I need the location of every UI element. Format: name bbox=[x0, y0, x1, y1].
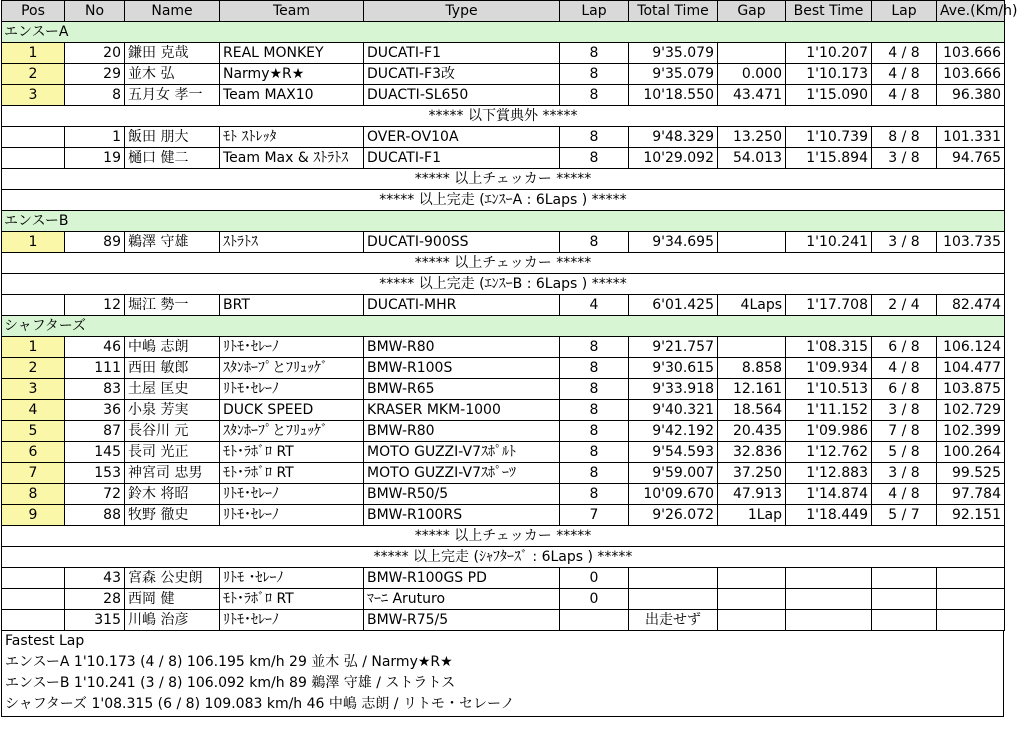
ave-cell bbox=[937, 589, 1005, 610]
gap-cell: 8.858 bbox=[718, 358, 786, 379]
table-row bbox=[2, 337, 1005, 358]
ave-cell: 104.477 bbox=[937, 358, 1005, 379]
lap-cell: 8 bbox=[560, 64, 629, 85]
best-lap-cell: 4 / 8 bbox=[872, 64, 937, 85]
pos-cell: 8 bbox=[2, 484, 65, 505]
type-cell: MOTO GUZZI-V7ｽﾎﾟｰﾂ bbox=[364, 463, 560, 484]
col-ave-header: Ave.(Km/h) bbox=[937, 1, 1005, 22]
pos-cell bbox=[2, 589, 65, 610]
no-cell: 12 bbox=[65, 295, 125, 316]
type-cell: OVER-OV10A bbox=[364, 127, 560, 148]
best-time-cell: 1'09.986 bbox=[786, 421, 872, 442]
team-cell: ﾓﾄ･ﾗﾎﾞﾛ RT bbox=[220, 442, 364, 463]
best-lap-cell bbox=[872, 568, 937, 589]
class-section-label: エンスーB bbox=[2, 211, 1005, 232]
table-row bbox=[2, 295, 1005, 316]
col-type-header: Type bbox=[364, 1, 560, 22]
best-time-cell: 1'15.090 bbox=[786, 85, 872, 106]
col-no-header: No bbox=[65, 1, 125, 22]
type-cell: MOTO GUZZI-V7ｽﾎﾟﾙﾄ bbox=[364, 442, 560, 463]
fastest-lap-line: エンスーA 1'10.173 (4 / 8) 106.195 km/h 29 並木 弘 / Narmy★R★ bbox=[5, 654, 453, 670]
ave-cell bbox=[937, 568, 1005, 589]
col-pos-header: Pos bbox=[2, 1, 65, 22]
team-cell: ﾓﾄ ｽﾄﾚｯﾀ bbox=[220, 127, 364, 148]
total-time-cell: 9'30.615 bbox=[629, 358, 718, 379]
no-cell: 83 bbox=[65, 379, 125, 400]
col-team-header: Team bbox=[220, 1, 364, 22]
note-row bbox=[2, 253, 1005, 274]
name-cell: 中嶋 志朗 bbox=[125, 337, 220, 358]
best-lap-cell: 3 / 8 bbox=[872, 463, 937, 484]
best-lap-cell: 6 / 8 bbox=[872, 337, 937, 358]
pos-cell: 2 bbox=[2, 64, 65, 85]
note-text: ***** 以上完走 (ｴﾝｽｰB : 6Laps ) ***** bbox=[2, 274, 1005, 295]
team-cell: ﾓﾄ･ﾗﾎﾞﾛ RT bbox=[220, 463, 364, 484]
no-cell: 87 bbox=[65, 421, 125, 442]
total-time-cell: 9'34.695 bbox=[629, 232, 718, 253]
gap-cell: 0.000 bbox=[718, 64, 786, 85]
best-time-cell: 1'10.513 bbox=[786, 379, 872, 400]
team-cell: Narmy★R★ bbox=[220, 64, 364, 85]
best-time-cell: 1'10.241 bbox=[786, 232, 872, 253]
note-text: ***** 以上完走 (ｼｬﾌﾀｰｽﾞ : 6Laps ) ***** bbox=[2, 547, 1005, 568]
table-row bbox=[2, 379, 1005, 400]
pos-cell: 3 bbox=[2, 85, 65, 106]
pos-cell: 4 bbox=[2, 400, 65, 421]
name-cell: 土屋 匡史 bbox=[125, 379, 220, 400]
note-text: ***** 以上チェッカー ***** bbox=[2, 526, 1005, 547]
note-text: ***** 以上チェッカー ***** bbox=[2, 253, 1005, 274]
col-gap-header: Gap bbox=[718, 1, 786, 22]
team-cell: Team MAX10 bbox=[220, 85, 364, 106]
gap-cell bbox=[718, 43, 786, 64]
best-lap-cell: 6 / 8 bbox=[872, 379, 937, 400]
gap-cell bbox=[718, 232, 786, 253]
table-row bbox=[2, 400, 1005, 421]
type-cell: KRASER MKM-1000 bbox=[364, 400, 560, 421]
lap-cell: 8 bbox=[560, 421, 629, 442]
gap-cell bbox=[718, 589, 786, 610]
ave-cell: 103.666 bbox=[937, 43, 1005, 64]
total-time-cell: 9'48.329 bbox=[629, 127, 718, 148]
table-row bbox=[2, 442, 1005, 463]
table-row bbox=[2, 463, 1005, 484]
no-cell: 36 bbox=[65, 400, 125, 421]
best-time-cell: 1'15.894 bbox=[786, 148, 872, 169]
pos-cell bbox=[2, 295, 65, 316]
pos-cell: 2 bbox=[2, 358, 65, 379]
name-cell: 飯田 朋大 bbox=[125, 127, 220, 148]
ave-cell bbox=[937, 610, 1005, 631]
table-row bbox=[2, 43, 1005, 64]
no-cell: 153 bbox=[65, 463, 125, 484]
name-cell: 神宮司 忠男 bbox=[125, 463, 220, 484]
col-best-time-header: Best Time bbox=[786, 1, 872, 22]
team-cell: ﾘﾄﾓ･ｾﾚｰﾉ bbox=[220, 379, 364, 400]
team-cell: Team Max & ｽﾄﾗﾄｽ bbox=[220, 148, 364, 169]
gap-cell: 12.161 bbox=[718, 379, 786, 400]
best-lap-cell: 3 / 8 bbox=[872, 400, 937, 421]
ave-cell: 103.735 bbox=[937, 232, 1005, 253]
header-row bbox=[2, 1, 1005, 22]
lap-cell: 7 bbox=[560, 505, 629, 526]
team-cell: ﾘﾄﾓ ･ｾﾚｰﾉ bbox=[220, 568, 364, 589]
total-time-cell: 9'35.079 bbox=[629, 43, 718, 64]
gap-cell: 54.013 bbox=[718, 148, 786, 169]
gap-cell bbox=[718, 568, 786, 589]
name-cell: 牧野 徹史 bbox=[125, 505, 220, 526]
team-cell: DUCK SPEED bbox=[220, 400, 364, 421]
name-cell: 五月女 孝一 bbox=[125, 85, 220, 106]
table-row bbox=[2, 232, 1005, 253]
ave-cell: 102.399 bbox=[937, 421, 1005, 442]
name-cell: 堀江 勢一 bbox=[125, 295, 220, 316]
best-time-cell bbox=[786, 610, 872, 631]
col-best-lap-header: Lap bbox=[872, 1, 937, 22]
best-time-cell: 1'11.152 bbox=[786, 400, 872, 421]
type-cell: BMW-R65 bbox=[364, 379, 560, 400]
best-time-cell: 1'18.449 bbox=[786, 505, 872, 526]
name-cell: 川嶋 治彦 bbox=[125, 610, 220, 631]
best-time-cell: 1'17.708 bbox=[786, 295, 872, 316]
best-lap-cell: 4 / 8 bbox=[872, 358, 937, 379]
fastest-lap-box bbox=[1, 631, 1004, 717]
best-lap-cell bbox=[872, 610, 937, 631]
best-lap-cell bbox=[872, 589, 937, 610]
name-cell: 西岡 健 bbox=[125, 589, 220, 610]
name-cell: 西田 敏郎 bbox=[125, 358, 220, 379]
total-time-cell: 6'01.425 bbox=[629, 295, 718, 316]
no-cell: 29 bbox=[65, 64, 125, 85]
name-cell: 長司 光正 bbox=[125, 442, 220, 463]
table-row bbox=[2, 484, 1005, 505]
total-time-cell bbox=[629, 589, 718, 610]
ave-cell: 92.151 bbox=[937, 505, 1005, 526]
lap-cell: 8 bbox=[560, 358, 629, 379]
team-cell: ﾘﾄﾓ･ｾﾚｰﾉ bbox=[220, 484, 364, 505]
gap-cell bbox=[718, 337, 786, 358]
team-cell: ﾘﾄﾓ･ｾﾚｰﾉ bbox=[220, 610, 364, 631]
team-cell: REAL MONKEY bbox=[220, 43, 364, 64]
lap-cell: 8 bbox=[560, 484, 629, 505]
lap-cell: 0 bbox=[560, 589, 629, 610]
table-row bbox=[2, 85, 1005, 106]
no-cell: 43 bbox=[65, 568, 125, 589]
total-time-cell: 9'35.079 bbox=[629, 64, 718, 85]
class-section-row bbox=[2, 316, 1005, 337]
best-time-cell: 1'14.874 bbox=[786, 484, 872, 505]
fastest-lap-line: エンスーB 1'10.241 (3 / 8) 106.092 km/h 89 鵜澤 守雄 / ストラトス bbox=[5, 675, 456, 691]
table-row bbox=[2, 568, 1005, 589]
lap-cell: 8 bbox=[560, 127, 629, 148]
best-time-cell: 1'09.934 bbox=[786, 358, 872, 379]
note-row bbox=[2, 190, 1005, 211]
pos-cell bbox=[2, 568, 65, 589]
type-cell: BMW-R50/5 bbox=[364, 484, 560, 505]
team-cell: ﾓﾄ･ﾗﾎﾞﾛ RT bbox=[220, 589, 364, 610]
table-row bbox=[2, 64, 1005, 85]
name-cell: 鵜澤 守雄 bbox=[125, 232, 220, 253]
ave-cell: 103.666 bbox=[937, 64, 1005, 85]
pos-cell: 9 bbox=[2, 505, 65, 526]
class-section-label: エンスーA bbox=[2, 22, 1005, 43]
note-row bbox=[2, 526, 1005, 547]
type-cell: BMW-R75/5 bbox=[364, 610, 560, 631]
pos-cell bbox=[2, 127, 65, 148]
no-cell: 315 bbox=[65, 610, 125, 631]
col-total-time-header: Total Time bbox=[629, 1, 718, 22]
ave-cell: 82.474 bbox=[937, 295, 1005, 316]
best-time-cell: 1'10.207 bbox=[786, 43, 872, 64]
col-name-header: Name bbox=[125, 1, 220, 22]
type-cell: DUCATI-F1 bbox=[364, 148, 560, 169]
note-row bbox=[2, 274, 1005, 295]
best-lap-cell: 2 / 4 bbox=[872, 295, 937, 316]
best-time-cell: 1'10.173 bbox=[786, 64, 872, 85]
type-cell: DUCATI-F1 bbox=[364, 43, 560, 64]
name-cell: 並木 弘 bbox=[125, 64, 220, 85]
best-lap-cell: 4 / 8 bbox=[872, 85, 937, 106]
total-time-cell: 9'33.918 bbox=[629, 379, 718, 400]
lap-cell: 8 bbox=[560, 337, 629, 358]
note-text: ***** 以上完走 (ｴﾝｽｰA : 6Laps ) ***** bbox=[2, 190, 1005, 211]
gap-cell: 1Lap bbox=[718, 505, 786, 526]
lap-cell: 4 bbox=[560, 295, 629, 316]
total-time-cell: 9'54.593 bbox=[629, 442, 718, 463]
ave-cell: 100.264 bbox=[937, 442, 1005, 463]
ave-cell: 99.525 bbox=[937, 463, 1005, 484]
fastest-lap-title: Fastest Lap bbox=[5, 633, 85, 649]
lap-cell: 8 bbox=[560, 400, 629, 421]
lap-cell: 8 bbox=[560, 442, 629, 463]
name-cell: 鈴木 将昭 bbox=[125, 484, 220, 505]
pos-cell bbox=[2, 610, 65, 631]
team-cell: ｽﾄﾗﾄｽ bbox=[220, 232, 364, 253]
ave-cell: 94.765 bbox=[937, 148, 1005, 169]
type-cell: BMW-R80 bbox=[364, 421, 560, 442]
lap-cell: 8 bbox=[560, 148, 629, 169]
total-time-cell: 9'26.072 bbox=[629, 505, 718, 526]
no-cell: 20 bbox=[65, 43, 125, 64]
gap-cell: 43.471 bbox=[718, 85, 786, 106]
best-lap-cell: 4 / 8 bbox=[872, 484, 937, 505]
no-cell: 28 bbox=[65, 589, 125, 610]
table-row bbox=[2, 358, 1005, 379]
team-cell: ﾘﾄﾓ･ｾﾚｰﾉ bbox=[220, 505, 364, 526]
results-table bbox=[1, 0, 1017, 631]
best-time-cell: 1'12.883 bbox=[786, 463, 872, 484]
pos-cell: 1 bbox=[2, 232, 65, 253]
type-cell: ﾏｰﾆ Aruturo bbox=[364, 589, 560, 610]
best-lap-cell: 5 / 7 bbox=[872, 505, 937, 526]
total-time-cell: 10'09.670 bbox=[629, 484, 718, 505]
total-time-cell: 10'18.550 bbox=[629, 85, 718, 106]
note-text: ***** 以下賞典外 ***** bbox=[2, 106, 1005, 127]
lap-cell: 8 bbox=[560, 463, 629, 484]
lap-cell: 8 bbox=[560, 43, 629, 64]
pos-cell: 3 bbox=[2, 379, 65, 400]
best-time-cell bbox=[786, 589, 872, 610]
gap-cell: 37.250 bbox=[718, 463, 786, 484]
table-row bbox=[2, 148, 1005, 169]
class-section-row bbox=[2, 22, 1005, 43]
type-cell: DUCATI-900SS bbox=[364, 232, 560, 253]
no-cell: 88 bbox=[65, 505, 125, 526]
lap-cell: 8 bbox=[560, 85, 629, 106]
best-lap-cell: 7 / 8 bbox=[872, 421, 937, 442]
ave-cell: 101.331 bbox=[937, 127, 1005, 148]
results-body bbox=[2, 22, 1005, 631]
best-lap-cell: 3 / 8 bbox=[872, 148, 937, 169]
best-lap-cell: 8 / 8 bbox=[872, 127, 937, 148]
ave-cell: 106.124 bbox=[937, 337, 1005, 358]
table-row bbox=[2, 127, 1005, 148]
total-time-cell: 9'59.007 bbox=[629, 463, 718, 484]
lap-cell: 0 bbox=[560, 568, 629, 589]
gap-cell: 13.250 bbox=[718, 127, 786, 148]
type-cell: DUCATI-MHR bbox=[364, 295, 560, 316]
gap-cell: 4Laps bbox=[718, 295, 786, 316]
gap-cell bbox=[718, 610, 786, 631]
pos-cell: 5 bbox=[2, 421, 65, 442]
no-cell: 1 bbox=[65, 127, 125, 148]
type-cell: BMW-R100GS PD bbox=[364, 568, 560, 589]
table-row bbox=[2, 589, 1005, 610]
col-lap-header: Lap bbox=[560, 1, 629, 22]
type-cell: BMW-R80 bbox=[364, 337, 560, 358]
note-text: ***** 以上チェッカー ***** bbox=[2, 169, 1005, 190]
no-cell: 46 bbox=[65, 337, 125, 358]
total-time-cell bbox=[629, 568, 718, 589]
note-row bbox=[2, 106, 1005, 127]
ave-cell: 102.729 bbox=[937, 400, 1005, 421]
best-time-cell: 1'08.315 bbox=[786, 337, 872, 358]
team-cell: BRT bbox=[220, 295, 364, 316]
pos-cell: 7 bbox=[2, 463, 65, 484]
type-cell: BMW-R100RS bbox=[364, 505, 560, 526]
table-row bbox=[2, 610, 1005, 631]
best-lap-cell: 4 / 8 bbox=[872, 43, 937, 64]
best-lap-cell: 3 / 8 bbox=[872, 232, 937, 253]
pos-cell bbox=[2, 148, 65, 169]
fastest-lap-line: シャフターズ 1'08.315 (6 / 8) 109.083 km/h 46 中嶋 志朗 / リトモ・セレーノ bbox=[5, 696, 515, 712]
ave-cell: 97.784 bbox=[937, 484, 1005, 505]
no-cell: 89 bbox=[65, 232, 125, 253]
class-section-label: シャフターズ bbox=[2, 316, 1005, 337]
no-cell: 72 bbox=[65, 484, 125, 505]
team-cell: ｽﾀﾝﾎｰﾌﾟとﾌﾘｭｯｹﾞ bbox=[220, 358, 364, 379]
lap-cell: 8 bbox=[560, 379, 629, 400]
lap-cell: 8 bbox=[560, 232, 629, 253]
name-cell: 小泉 芳実 bbox=[125, 400, 220, 421]
ave-cell: 103.875 bbox=[937, 379, 1005, 400]
team-cell: ｽﾀﾝﾎｰﾌﾟとﾌﾘｭｯｹﾞ bbox=[220, 421, 364, 442]
gap-cell: 20.435 bbox=[718, 421, 786, 442]
name-cell: 長谷川 元 bbox=[125, 421, 220, 442]
note-row bbox=[2, 169, 1005, 190]
gap-cell: 32.836 bbox=[718, 442, 786, 463]
total-time-cell: 9'21.757 bbox=[629, 337, 718, 358]
name-cell: 樋口 健二 bbox=[125, 148, 220, 169]
type-cell: DUCATI-F3改 bbox=[364, 64, 560, 85]
no-cell: 8 bbox=[65, 85, 125, 106]
table-row bbox=[2, 505, 1005, 526]
best-lap-cell: 5 / 8 bbox=[872, 442, 937, 463]
type-cell: DUACTI-SL650 bbox=[364, 85, 560, 106]
total-time-cell: 10'29.092 bbox=[629, 148, 718, 169]
total-time-cell: 9'40.321 bbox=[629, 400, 718, 421]
team-cell: ﾘﾄﾓ･ｾﾚｰﾉ bbox=[220, 337, 364, 358]
total-time-cell: 出走せず bbox=[629, 610, 718, 631]
pos-cell: 6 bbox=[2, 442, 65, 463]
name-cell: 鎌田 克哉 bbox=[125, 43, 220, 64]
best-time-cell: 1'12.762 bbox=[786, 442, 872, 463]
gap-cell: 47.913 bbox=[718, 484, 786, 505]
total-time-cell: 9'42.192 bbox=[629, 421, 718, 442]
note-row bbox=[2, 547, 1005, 568]
no-cell: 111 bbox=[65, 358, 125, 379]
type-cell: BMW-R100S bbox=[364, 358, 560, 379]
pos-cell: 1 bbox=[2, 43, 65, 64]
best-time-cell bbox=[786, 568, 872, 589]
ave-cell: 96.380 bbox=[937, 85, 1005, 106]
gap-cell: 18.564 bbox=[718, 400, 786, 421]
no-cell: 19 bbox=[65, 148, 125, 169]
class-section-row bbox=[2, 211, 1005, 232]
best-time-cell: 1'10.739 bbox=[786, 127, 872, 148]
pos-cell: 1 bbox=[2, 337, 65, 358]
lap-cell bbox=[560, 610, 629, 631]
no-cell: 145 bbox=[65, 442, 125, 463]
name-cell: 宮森 公史朗 bbox=[125, 568, 220, 589]
table-row bbox=[2, 421, 1005, 442]
